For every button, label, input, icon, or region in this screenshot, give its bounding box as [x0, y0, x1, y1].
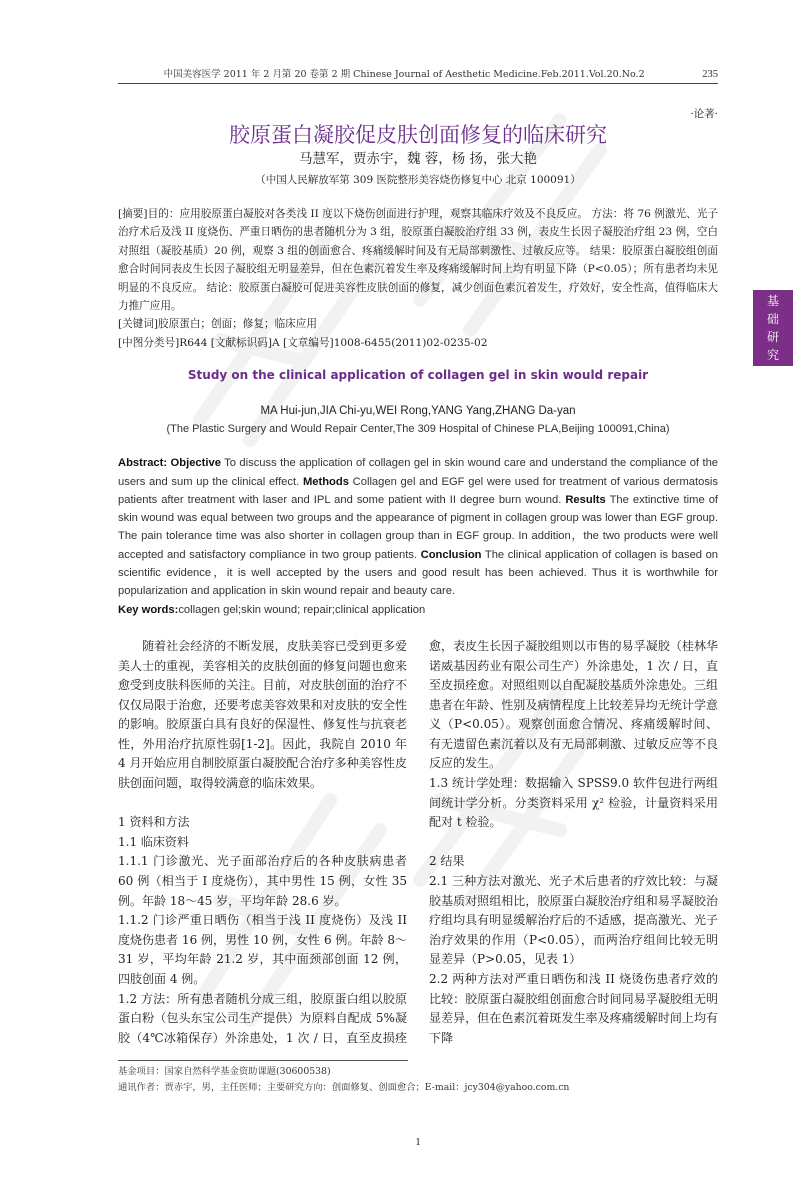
footnote-rule	[118, 1060, 408, 1061]
paper-title: 胶原蛋白凝胶促皮肤创面修复的临床研究	[229, 123, 607, 147]
methods-label: Methods	[302, 475, 349, 488]
english-affiliation: (The Plastic Surgery and Would Repair Center,The 309 Hospital of Chinese PLA,Beijing 100091,China)	[166, 423, 670, 436]
corresponding-author-note: 通讯作者：贾赤宇，男，主任医师；主要研究方向：创面修复、创面愈合；E-mail：jcy304@yahoo.com.cn	[118, 1082, 570, 1094]
keywords-label: Key words:	[118, 603, 179, 616]
body-columns	[118, 637, 718, 1048]
paragraph: 1.2 方法：所有患者随机分成三组，胶原蛋白组以胶原蛋白粉（包头东宝公司生产提供）为原料自配成 5%凝胶（4℃冰箱保存）外涂患处，1 次 / 日，直至皮损痊愈，表皮生长因子凝胶组则以市售的易孚凝胶（桂林华诺威基因药业有限公司生产）外涂患处，1 次 / 日，直至皮损痊愈。对照组则以自配凝胶基质外涂患处。三组患者在年龄、性别及病情程度上比较差异均无统计学意义（P<0.05）。观察创面愈合情况、疼痛缓解时间、有无遗留色素沉着以及有无局部刺激、过敏反应等不良反应的发生。	[118, 638, 718, 1045]
affiliation: （中国人民解放军第 309 医院整形美容烧伤修复中心 北京 100091）	[255, 174, 581, 186]
objective-text: To discuss the application of collagen gel in skin wound care and understand the compliance of the users and sum up the clinical effect.	[118, 457, 719, 488]
english-authors: MA Hui-jun,JIA Chi-yu,WEI Rong,YANG Yang,ZHANG Da-yan	[260, 405, 576, 418]
footnotes	[118, 1064, 718, 1096]
conclusion-text: The clinical application of collagen is based on scientific evidence，it is well accepted by the users and good result has been achieved. Thus it is worthwhile for popularization and application in skin wound repair and beauty care.	[118, 548, 719, 598]
chinese-abstract	[118, 205, 718, 352]
side-tab	[753, 290, 793, 366]
paragraph: 2.2 两种方法对严重日晒伤和浅 II 烧烫伤患者疗效的比较：胶原蛋白凝胶组创面愈合时间同易孚凝胶组无明显差异，但在色素沉着斑发生率及疼痛缓解时间上均有下降	[429, 972, 718, 1045]
fund-note: 基金项目：国家自然科学基金资助课题(30600538)	[118, 1066, 331, 1078]
section-heading: 2 结果	[429, 854, 465, 869]
page	[118, 0, 718, 1188]
side-tab-char: 基	[766, 294, 779, 308]
paragraph: 1.1.1 门诊激光、光子面部治疗后的各种皮肤病患者 60 例（相当于 I 度烧伤），其中男性 15 例，女性 35 例。年龄 18～45 岁，平均年龄 28.6 岁。	[118, 854, 407, 908]
results-label: Results	[565, 493, 606, 506]
results-text: The extinctive time of skin wound was equal between two groups and the appearance of pigment in collagen group was lower than EGF group. The pain tolerance time was also shorter in collagen group than in EGF group. In addition，the two products were well accepted and satisfactory compliance in two group patients.	[118, 493, 719, 561]
abstract-text: [摘要]目的：应用胶原蛋白凝胶对各类浅 II 度以下烧伤创面进行护理，观察其临床疗效及不良反应。 方法：将 76 例激光、光子治疗术后及浅 II 度烧伤、严重日晒伤的患者随机分为 3 组，胶原蛋白凝胶治疗组 33 例，表皮生长因子凝胶治疗组 23 例，空白对照组（凝胶基质）20 例，观察 3 组的创面愈合、疼痛缓解时间及有无局部刺激性、过敏反应等。 结果：胶原蛋白凝胶组创面愈合时间同表皮生长因子凝胶组无明显差异，但在色素沉着发生率及疼痛缓解时间上均有明显下降（P<0.05）；所有患者均未见明显的不良反应。 结论：胶原蛋白凝胶可促进美容性皮肤创面的修复，减少创面色素沉着发生，疗效好，安全性高，值得临床大力推广应用。	[118, 208, 718, 313]
classification: [中图分类号]R644 [文献标识码]A [文章编号]1008-6455(2011)02-0235-02	[118, 336, 488, 349]
objective-label: Objective	[170, 457, 221, 470]
footer-page-number: 1	[415, 1136, 421, 1149]
paragraph: 1.1.2 门诊严重日晒伤（相当于浅 II 度烧伤）及浅 II 度烧伤患者 16 例，男性 10 例，女性 6 例。年龄 8～31 岁，平均年龄 21.2 岁，其中面颈部创面 12 例，四肢创面 4 例。	[118, 913, 407, 987]
side-tab-char: 研	[766, 330, 779, 344]
page-header	[118, 66, 718, 84]
paragraph: 1.3 统计学处理：数据输入 SPSS9.0 软件包进行两组间统计学分析。分类资料采用 χ² 检验，计量资料采用配对 t 检验。	[429, 776, 718, 830]
conclusion-label: Conclusion	[420, 548, 482, 561]
abstract-label: Abstract:	[118, 457, 168, 470]
methods-text: Collagen gel and EGF gel were used for treatment of various dermatosis patients after treatment with laser and IPL and some patient with II degree burn wound.	[118, 475, 719, 506]
keywords: [关键词]胶原蛋白；创面；修复；临床应用	[118, 318, 317, 331]
journal-page-number: 235	[702, 69, 718, 80]
section-heading: 1 资料和方法	[118, 815, 190, 830]
english-title: Study on the clinical application of collagen gel in skin would repair	[187, 368, 649, 383]
subsection-heading: 1.1 临床资料	[118, 834, 189, 849]
section-label: ·论著·	[690, 108, 718, 120]
paragraph: 2.1 三种方法对激光、光子术后患者的疗效比较：与凝胶基质对照组相比，胶原蛋白凝胶治疗组和易孚凝胶治疗组均具有明显缓解治疗后的不适感，提高激光、光子治疗效果的作用（P<0.05），而两治疗组间比较无明显差异（P>0.05，见表 1）	[429, 874, 718, 967]
side-tab-char: 究	[766, 348, 779, 362]
intro-paragraph: 随着社会经济的不断发展，皮肤美容已受到更多爱美人士的重视，美容相关的皮肤创面的修复问题也愈来愈受到皮肤科医师的关注。目前，对皮肤创面的治疗不仅仅局限于治愈，还要考虑美容效果和对皮肤的安全性的影响。胶原蛋白具有良好的保湿性、修复性与抗衰老性，外用治疗抗原性弱[1-2]。因此，我院自 2010 年 4 月开始应用自制胶原蛋白凝胶配合治疗多种美容性皮肤创面问题，取得较满意的临床效果。	[118, 638, 407, 791]
keywords-text: collagen gel;skin wound; repair;clinical application	[178, 603, 426, 616]
english-abstract	[118, 454, 718, 619]
authors: 马慧军，贾赤宇，魏 蓉，杨 扬，张大艳	[298, 151, 538, 167]
running-head: 中国美容医学 2011 年 2 月第 20 卷第 2 期 Chinese Journal of Aesthetic Medicine.Feb.2011.Vol.20.No.2	[163, 69, 645, 80]
side-tab-char: 础	[766, 312, 779, 326]
